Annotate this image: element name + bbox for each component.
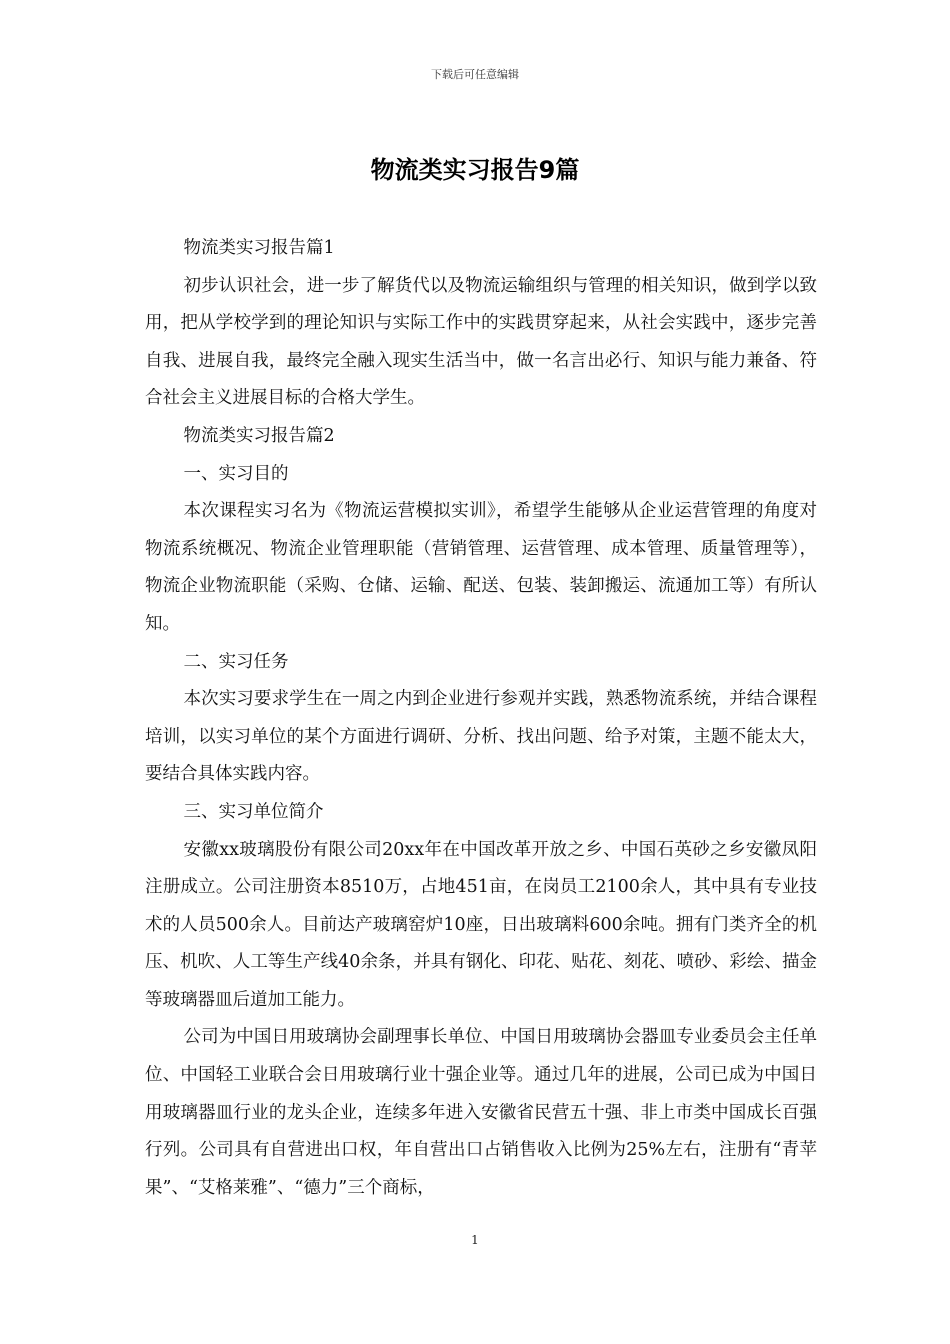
section-heading: 物流类实习报告篇2 bbox=[183, 425, 335, 446]
document-body bbox=[145, 230, 817, 1207]
header-note: 下载后可任意编辑 bbox=[431, 68, 519, 81]
paragraph: 本次课程实习名为《物流运营模拟实训》，希望学生能够从企业运营管理的角度对物流系统概况、物流企业管理职能（营销管理、运营管理、成本管理、质量管理等），物流企业物流职能（采购、仓储、运输、配送、包装、装卸搬运、流通加工等）有所认知。 bbox=[145, 501, 817, 634]
subsection-heading: 一、实习目的 bbox=[183, 463, 289, 484]
document-title: 物流类实习报告9篇 bbox=[370, 156, 580, 184]
page-number: 1 bbox=[471, 1233, 479, 1247]
subsection-heading: 三、实习单位简介 bbox=[183, 801, 324, 822]
paragraph: 公司为中国日用玻璃协会副理事长单位、中国日用玻璃协会器皿专业委员会主任单位、中国轻工业联合会日用玻璃行业十强企业等。通过几年的进展，公司已成为中国日用玻璃器皿行业的龙头企业，连续多年进入安徽省民营五十强、非上市类中国成长百强行列。公司具有自营进出口权，年自营出口占销售收入比例为25%左右，注册有“青苹果”、“艾格莱雅”、“德力”三个商标， bbox=[145, 1027, 817, 1198]
paragraph: 本次实习要求学生在一周之内到企业进行参观并实践，熟悉物流系统，并结合课程培训，以实习单位的某个方面进行调研、分析、找出问题、给予对策，主题不能太大，要结合具体实践内容。 bbox=[145, 689, 817, 785]
subsection-heading: 二、实习任务 bbox=[183, 651, 289, 672]
paragraph: 初步认识社会，进一步了解货代以及物流运输组织与管理的相关知识，做到学以致用，把从学校学到的理论知识与实际工作中的实践贯穿起来，从社会实践中，逐步完善自我、进展自我，最终完全融入现实生活当中，做一名言出必行、知识与能力兼备、符合社会主义进展目标的合格大学生。 bbox=[145, 275, 817, 409]
paragraph: 安徽xx玻璃股份有限公司20xx年在中国改革开放之乡、中国石英砂之乡安徽凤阳注册成立。公司注册资本8510万，占地451亩，在岗员工2100余人，其中具有专业技术的人员500余人。目前达产玻璃窑炉10座，日出玻璃料600余吨。拥有门类齐全的机压、机吹、人工等生产线40余条，并具有钢化、印花、贴花、刻花、喷砂、彩绘、描金等玻璃器皿后道加工能力。 bbox=[145, 839, 817, 1010]
section-heading: 物流类实习报告篇1 bbox=[183, 238, 335, 258]
